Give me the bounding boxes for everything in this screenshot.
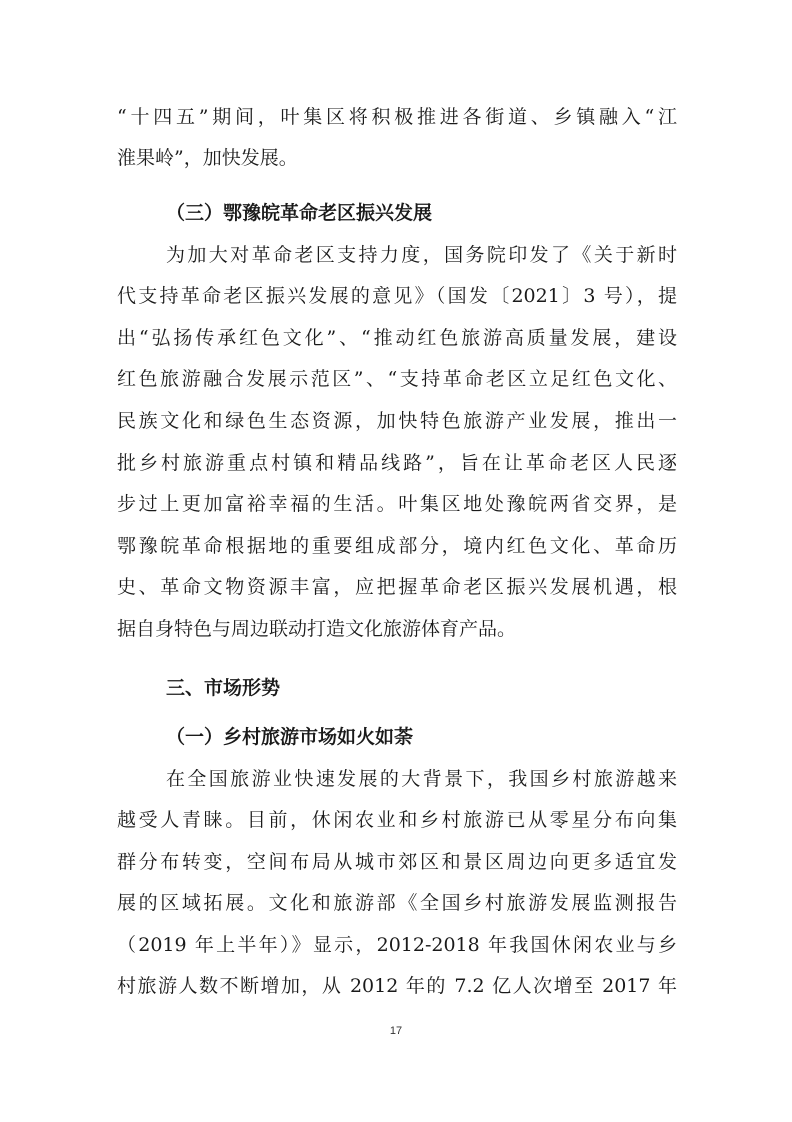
- section-heading: （一）乡村旅游市场如火如荼: [166, 726, 414, 748]
- body-text-line: 史、革命文物资源丰富，应把握革命老区振兴发展机遇，根: [117, 576, 677, 598]
- body-text-line: 在全国旅游业快速发展的大背景下，我国乡村旅游越来: [166, 768, 677, 790]
- body-text-line: 展的区域拓展。文化和旅游部《全国乡村旅游发展监测报告: [117, 892, 677, 914]
- body-text-line: 代支持革命老区振兴发展的意见》（国发〔2021〕3 号），提: [117, 285, 677, 307]
- body-text-line: 淮果岭”，加快发展。: [117, 147, 298, 169]
- body-text-line: 为加大对革命老区支持力度，国务院印发了《关于新时: [166, 244, 677, 266]
- body-text-line: 据自身特色与周边联动打造文化旅游体育产品。: [117, 618, 517, 640]
- body-text-line: 群分布转变，空间布局从城市郊区和景区周边向更多适宜发: [117, 851, 677, 873]
- body-text-line: 出“弘扬传承红色文化”、“推动红色旅游高质量发展，建设: [117, 327, 677, 349]
- chapter-heading: 三、市场形势: [166, 677, 281, 699]
- body-text-line: 批乡村旅游重点村镇和精品线路”，旨在让革命老区人民逐: [117, 452, 677, 474]
- body-text-line: 民族文化和绿色生态资源，加快特色旅游产业发展，推出一: [117, 410, 677, 432]
- body-text-line: 鄂豫皖革命根据地的重要组成部分，境内红色文化、革命历: [117, 535, 677, 557]
- section-heading: （三）鄂豫皖革命老区振兴发展: [166, 202, 433, 224]
- body-text-line: 村旅游人数不断增加，从 2012 年的 7.2 亿人次增至 2017 年: [117, 975, 677, 997]
- body-text-line: “十四五”期间，叶集区将积极推进各街道、乡镇融入“江: [117, 106, 677, 128]
- body-text-line: 越受人青睐。目前，休闲农业和乡村旅游已从零星分布向集: [117, 809, 677, 831]
- body-text-line: 步过上更加富裕幸福的生活。叶集区地处豫皖两省交界，是: [117, 493, 677, 515]
- page-number: 17: [389, 1025, 403, 1037]
- body-text-line: （2019 年上半年）》显示，2012-2018 年我国休闲农业与乡: [117, 934, 677, 956]
- body-text-line: 红色旅游融合发展示范区”、“支持革命老区立足红色文化、: [117, 368, 677, 390]
